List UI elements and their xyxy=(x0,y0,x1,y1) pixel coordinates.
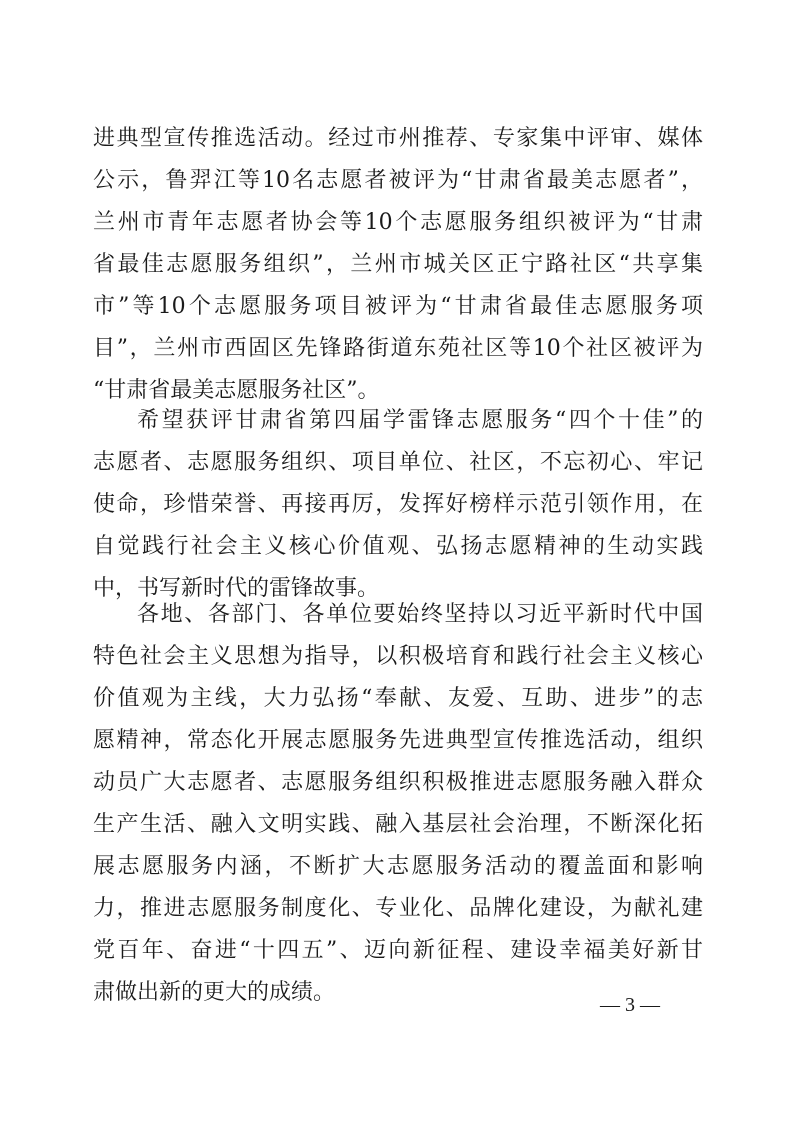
text-line: 各地、各部门、各单位要始终坚持以习近平新时代中国 xyxy=(137,602,703,627)
text-line: 动员广大志愿者、志愿服务组织积极推进志愿服务融入群众 xyxy=(93,770,703,795)
text-line: 公示，鲁羿江等10名志愿者被评为“甘肃省最美志愿者”， xyxy=(93,168,703,193)
text-line: 进典型宣传推选活动。经过市州推荐、专家集中评审、媒体 xyxy=(93,126,703,151)
paragraph-3 xyxy=(93,594,703,1014)
text-line: 自觉践行社会主义核心价值观、弘扬志愿精神的生动实践 xyxy=(93,534,703,559)
paragraph-2 xyxy=(93,400,703,610)
text-line: 价值观为主线，大力弘扬“奉献、友爱、互助、进步”的志 xyxy=(93,686,703,711)
page-number: — 3 — xyxy=(600,994,660,1016)
text-line: 希望获评甘肃省第四届学雷锋志愿服务“四个十佳”的 xyxy=(137,408,703,433)
text-line: 目”，兰州市西固区先锋路街道东苑社区等10个社区被评为 xyxy=(93,336,703,361)
text-line: 愿精神，常态化开展志愿服务先进典型宣传推选活动，组织 xyxy=(93,728,703,753)
text-line: 省最佳志愿服务组织”，兰州市城关区正宁路社区“共享集 xyxy=(93,252,703,277)
text-line: 生产生活、融入文明实践、融入基层社会治理，不断深化拓 xyxy=(93,812,703,837)
text-line: 使命，珍惜荣誉、再接再厉，发挥好榜样示范引领作用，在 xyxy=(93,492,703,517)
text-line: “甘肃省最美志愿服务社区”。 xyxy=(93,378,380,403)
text-line: 市”等10个志愿服务项目被评为“甘肃省最佳志愿服务项 xyxy=(93,294,703,319)
text-line: 力，推进志愿服务制度化、专业化、品牌化建设，为献礼建 xyxy=(93,896,703,921)
text-line: 中，书写新时代的雷锋故事。 xyxy=(93,576,380,601)
text-line: 党百年、奋进“十四五”、迈向新征程、建设幸福美好新甘 xyxy=(93,938,703,963)
text-line: 特色社会主义思想为指导，以积极培育和践行社会主义核心 xyxy=(93,644,703,669)
text-line: 展志愿服务内涵，不断扩大志愿服务活动的覆盖面和影响 xyxy=(93,854,703,879)
text-line: 兰州市青年志愿者协会等10个志愿服务组织被评为“甘肃 xyxy=(93,210,703,235)
text-line: 肃做出新的更大的成绩。 xyxy=(93,980,336,1005)
text-line: 志愿者、志愿服务组织、项目单位、社区，不忘初心、牢记 xyxy=(93,450,703,475)
paragraph-1 xyxy=(93,118,703,412)
